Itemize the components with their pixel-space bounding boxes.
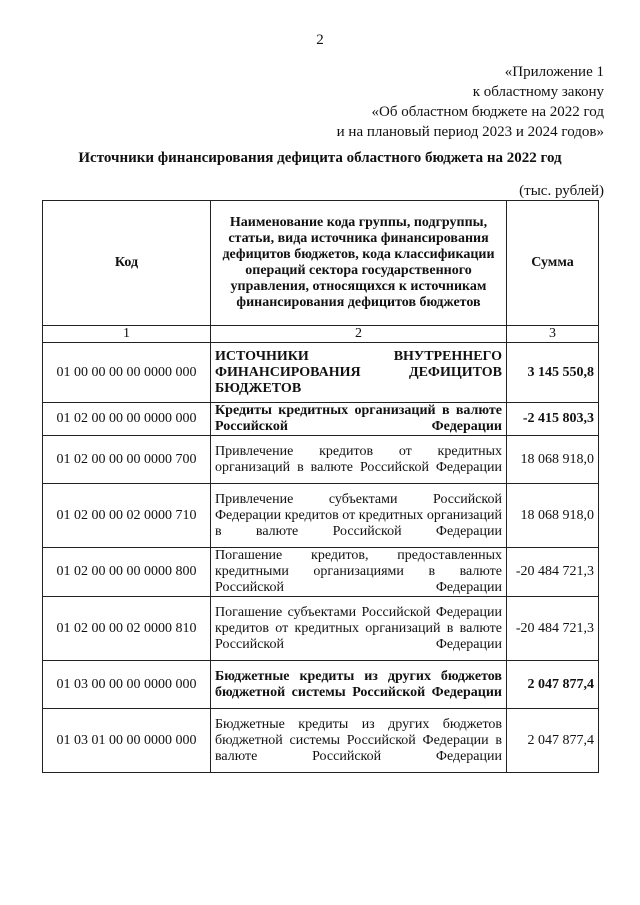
row-name: Привлечение субъектами Российской Федерации кредитов от кредитных организаций в валюте Российской Федерации [211,484,507,548]
row-code: 01 02 00 00 02 0000 810 [43,597,211,661]
row-code: 01 02 00 00 02 0000 710 [43,484,211,548]
table-header-row [43,201,599,326]
table-row [43,343,599,403]
row-name: Погашение субъектами Российской Федерации кредитов от кредитных организаций в валюте Российской Федерации [211,597,507,661]
appendix-note [337,62,604,142]
column-number-1: 1 [43,326,211,343]
table-row [43,548,599,597]
row-code: 01 02 00 00 00 0000 700 [43,436,211,484]
appendix-line-1: «Приложение 1 [504,64,604,80]
row-sum: -20 484 721,3 [507,597,599,661]
column-number-2: 2 [211,326,507,343]
page-number: 2 [316,32,324,48]
table-row [43,403,599,436]
row-name: Кредиты кредитных организаций в валюте Российской Федерации [211,403,507,436]
row-name: Погашение кредитов, предоставленных кредитными организациями в валюте Российской Федерации [211,548,507,597]
row-name: Бюджетные кредиты из других бюджетов бюджетной системы Российской Федерации в валюте Российской Федерации [211,709,507,773]
column-number-3: 3 [507,326,599,343]
appendix-line-2: к областному закону [472,84,604,100]
row-name: Бюджетные кредиты из других бюджетов бюджетной системы Российской Федерации [211,661,507,709]
row-sum: -20 484 721,3 [507,548,599,597]
row-sum: 18 068 918,0 [507,436,599,484]
table-row [43,661,599,709]
row-code: 01 00 00 00 00 0000 000 [43,343,211,403]
header-name: Наименование кода группы, подгруппы, статьи, вида источника финансирования дефицитов бюджетов, кода классификации операций сектора государственного управления, относящихся к источникам финансирования дефицитов бюджетов [211,201,507,326]
row-sum: 3 145 550,8 [507,343,599,403]
table-row [43,484,599,548]
financing-sources-table [42,200,599,773]
table-row [43,597,599,661]
row-name: Привлечение кредитов от кредитных организаций в валюте Российской Федерации [211,436,507,484]
header-code: Код [43,201,211,326]
table-row [43,436,599,484]
row-name: ИСТОЧНИКИ ВНУТРЕННЕГО ФИНАНСИРОВАНИЯ ДЕФИЦИТОВ БЮДЖЕТОВ [211,343,507,403]
table-body [43,343,599,773]
row-sum: 2 047 877,4 [507,661,599,709]
appendix-line-3: «Об областном бюджете на 2022 год [371,104,604,120]
units-note: (тыс. рублей) [519,183,604,199]
row-sum: 18 068 918,0 [507,484,599,548]
row-code: 01 02 00 00 00 0000 000 [43,403,211,436]
row-code: 01 03 01 00 00 0000 000 [43,709,211,773]
row-code: 01 03 00 00 00 0000 000 [43,661,211,709]
row-sum: 2 047 877,4 [507,709,599,773]
row-sum: -2 415 803,3 [507,403,599,436]
header-sum: Сумма [507,201,599,326]
appendix-line-4: и на плановый период 2023 и 2024 годов» [336,124,604,140]
document-title: Источники финансирования дефицита областного бюджета на 2022 год [78,150,562,166]
table-row [43,709,599,773]
row-code: 01 02 00 00 00 0000 800 [43,548,211,597]
column-number-row [43,326,599,343]
